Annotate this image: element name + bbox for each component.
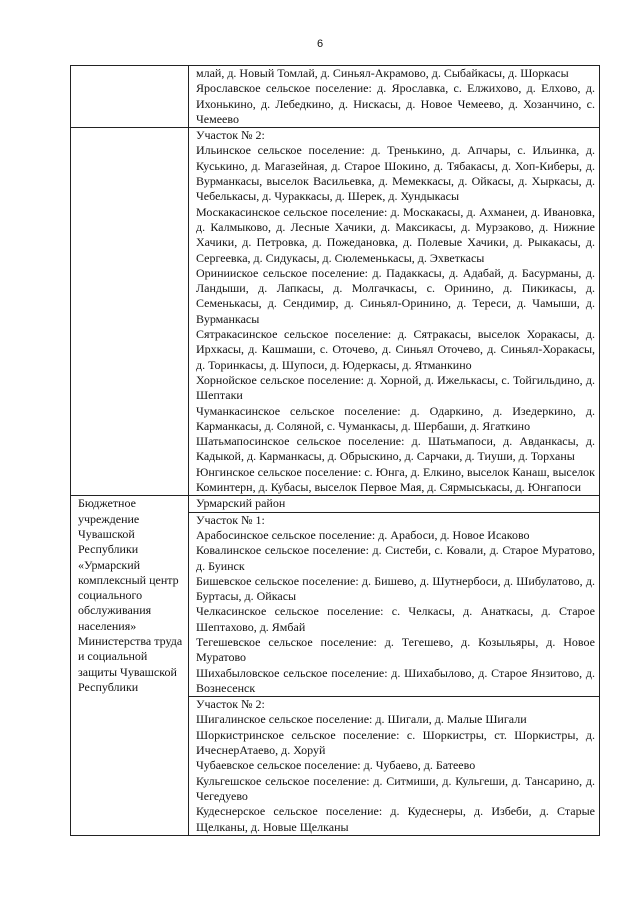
- section-heading: Участок № 1:: [196, 512, 265, 527]
- settlement-paragraph: Тегешевское сельское поселение: д. Тегешево, д. Козыльяры, д. Новое Муратово: [196, 634, 595, 665]
- organization-name-cell: Бюджетное учреждение Чувашской Республики «Урмарский комплексный центр социального обслуживания населения» Министерства труда и социальной защиты Чувашской Республики: [71, 496, 189, 836]
- settlements-cell: [189, 496, 600, 512]
- settlement-paragraph: Кульгешское сельское поселение: д. Ситмиши, д. Кульгеши, д. Тансарино, д. Чегедуево: [196, 773, 595, 803]
- settlement-paragraph: Юнгинское сельское поселение: с. Юнга, д. Елкино, выселок Канаш, выселок Коминтерн, д. Кубасы, выселок Первое Мая, д. Сярмыськасы, д. Юнгапоси: [196, 464, 595, 495]
- left-cell: [71, 66, 189, 128]
- settlement-paragraph: Шигалинское сельское поселение: д. Шигали, д. Малые Шигали: [196, 712, 527, 727]
- settlement-paragraph: Арабосинское сельское поселение: д. Арабоси, д. Новое Исаково: [196, 527, 530, 542]
- settlement-paragraph: Хорнойское сельское поселение: д. Хорной, д. Ижелькасы, с. Тойгильдино, д. Шептаки: [196, 372, 595, 403]
- settlement-paragraph: Шоркистринское сельское поселение: с. Шоркистры, ст. Шоркистры, д. ИчеснерАтаево, д. Хоруй: [196, 727, 595, 758]
- page-number: 6: [316, 38, 324, 50]
- settlement-paragraph: Кудеснерское сельское поселение: д. Кудеснеры, д. Избеби, д. Старые Щелканы, д. Новые Щелканы: [196, 804, 595, 834]
- table-row: [71, 66, 600, 128]
- settlement-paragraph: Бишевское сельское поселение: д. Бишево, д. Шутнербоси, д. Шибулатово, д. Буртасы, д. Ойкасы: [196, 573, 595, 604]
- districts-table: [70, 65, 600, 836]
- settlements-cell: [189, 512, 600, 697]
- settlement-paragraph: Ковалинское сельское поселение: д. Систеби, с. Ковали, д. Старое Муратово, д. Буинск: [196, 543, 595, 573]
- section-heading: Урмарский район: [196, 496, 286, 511]
- settlement-paragraph: млай, д. Новый Томлай, д. Синьял-Акрамово, д. Сыбайкасы, д. Шоркасы: [196, 66, 569, 80]
- settlement-paragraph: Сятракасинское сельское поселение: д. Сятракасы, выселок Хоракасы, д. Ирхкасы, д. Кашмаши, с. Оточево, д. Синьял Оточево, д. Синьял-Хоракасы, д. Торинкасы, д. Шупоси, д. Юдеркасы, д. Ятманкино: [196, 327, 595, 372]
- table-row: [71, 128, 600, 496]
- settlement-paragraph: Ильинское сельское поселение: д. Тренькино, д. Апчары, с. Ильинка, д. Куськино, д. Магазейная, д. Старое Шокино, д. Тябакасы, д. Хоп-Киберы, д. Вурманкасы, выселок Васильевка, д. Мемеккасы, д. Ойкасы, д. Хыркасы, д. Чебелькасы, д. Чураккасы, д. Шерек, д. Хундыкасы: [196, 143, 595, 204]
- settlements-cell: [189, 128, 600, 496]
- settlements-cell: [189, 66, 600, 128]
- settlement-paragraph: Чубаевское сельское поселение: д. Чубаево, д. Батеево: [196, 758, 476, 773]
- settlement-paragraph: Москакасинское сельское поселение: д. Москакасы, д. Ахманеи, д. Ивановка, д. Калмыково, д. Лесные Хачики, д. Максикасы, д. Мурзаково, д. Нижние Хачики, д. Петровка, д. Пожедановка, д. Полевые Хачики, д. Рыкакасы, д. Сергеевка, д. Сидукасы, д. Сюлеменькасы, д. Эхветкасы: [196, 204, 595, 265]
- table-row: [71, 496, 600, 512]
- settlement-paragraph: Шихабыловское сельское поселение: д. Шихабылово, д. Старое Янзитово, д. Вознесенск: [196, 665, 595, 695]
- section-heading: Участок № 2:: [196, 128, 265, 143]
- left-cell: [71, 128, 189, 496]
- settlement-paragraph: Оринииское сельское поселение: д. Падаккасы, д. Адабай, д. Басурманы, д. Ландыши, д. Лапкасы, д. Молгачкасы, с. Оринино, д. Пикикасы, д. Семенькасы, д. Сендимир, д. Синьял-Оринино, д. Тереси, д. Чамыши, д. Вурманкасы: [196, 265, 595, 326]
- settlement-paragraph: Челкасинское сельское поселение: с. Челкасы, д. Анаткасы, д. Старое Шептахово, д. Ямбай: [196, 604, 595, 634]
- settlement-paragraph: Шатьмапосинское сельское поселение: д. Шатьмапоси, д. Авданкасы, д. Кадыкой, д. Карманкасы, д. Обрыскино, д. Сарчаки, д. Тиуши, д. Торханы: [196, 434, 595, 464]
- settlements-cell: [189, 697, 600, 836]
- settlement-paragraph: Ярославское сельское поселение: д. Ярославка, с. Елжихово, д. Елхово, д. Ихонькино, д. Лебедкино, д. Нискасы, д. Новое Чемеево, д. Хозанчино, с. Чемеево: [196, 81, 595, 126]
- section-heading: Участок № 2:: [196, 697, 265, 712]
- settlement-paragraph: Чуманкасинское сельское поселение: д. Одаркино, д. Изедеркино, д. Карманкасы, д. Соляной, с. Чуманкасы, д. Шербаши, д. Ягаткино: [196, 403, 595, 433]
